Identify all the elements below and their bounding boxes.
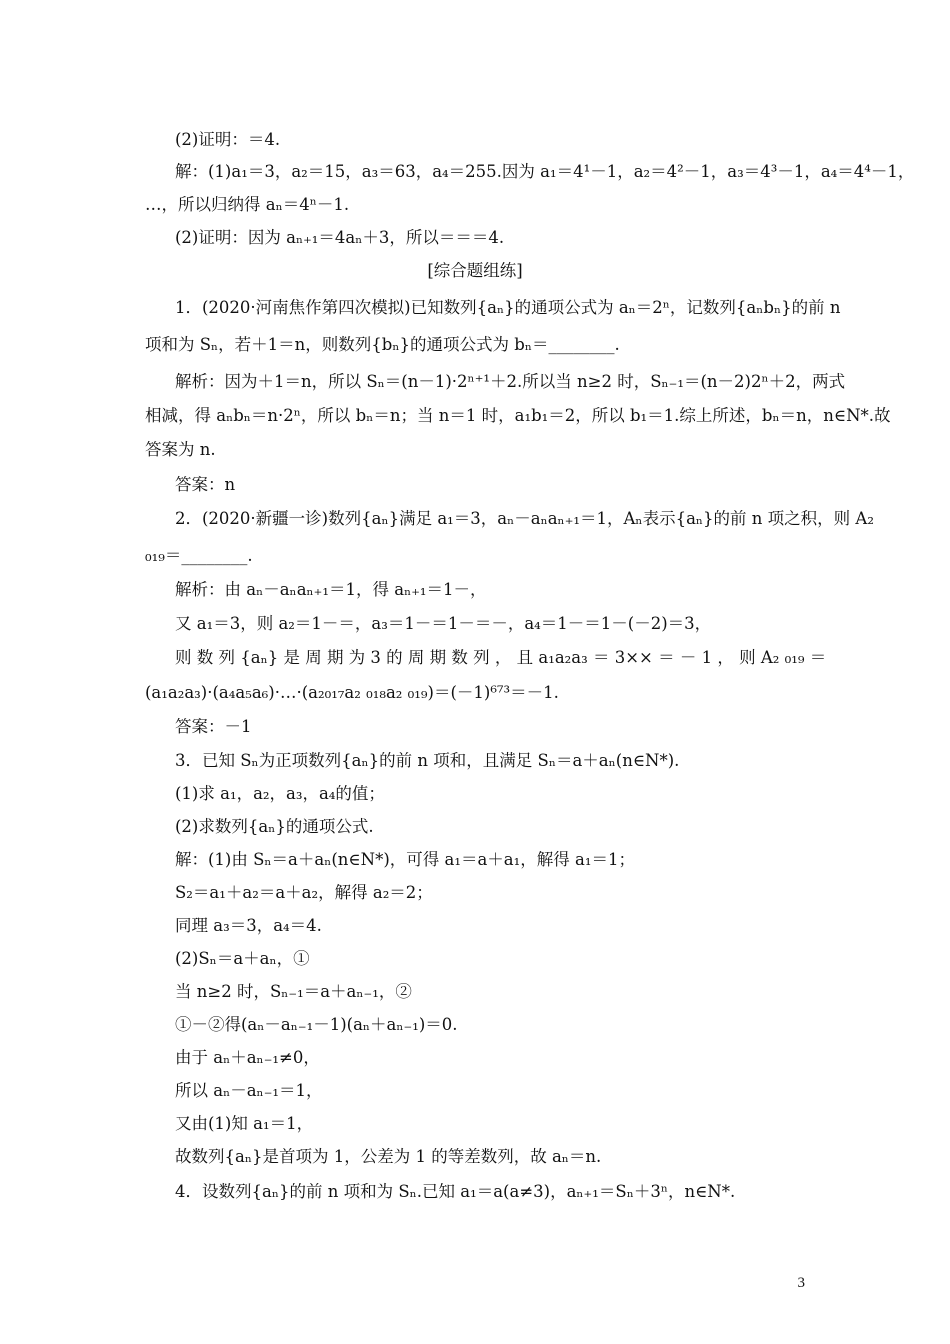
text-line: 解：(1)由 Sₙ＝a＋aₙ(n∈N*)，可得 a₁＝a＋a₁，解得 a₁＝1； <box>175 850 635 869</box>
text-line: 2．(2020·新疆一诊)数列{aₙ}满足 a₁＝3，aₙ－aₙaₙ₊₁＝1，Aₙ表示{aₙ}的前 n 项之积，则 A₂ <box>175 509 874 528</box>
text-line: 答案：n <box>175 475 236 494</box>
text-line: 同理 a₃＝3，a₄＝4. <box>175 916 322 935</box>
text-line: 1．(2020·河南焦作第四次模拟)已知数列{aₙ}的通项公式为 aₙ＝2ⁿ，记数列{aₙbₙ}的前 n <box>175 298 841 317</box>
text-line: 则 数 列 {aₙ} 是 周 期 为 3 的 周 期 数 列 ， 且 a₁a₂a₃ ＝ 3×× ＝ － 1 ， 则 A₂ ₀₁₉ ＝ <box>175 648 827 667</box>
text-line: 故数列{aₙ}是首项为 1，公差为 1 的等差数列，故 aₙ＝n. <box>175 1147 602 1166</box>
text-line: 4．设数列{aₙ}的前 n 项和为 Sₙ.已知 a₁＝a(a≠3)，aₙ₊₁＝Sₙ＋3ⁿ，n∈N*. <box>175 1182 736 1201</box>
text-line: (2)Sₙ＝a＋aₙ，① <box>175 949 310 968</box>
text-line: 由于 aₙ＋aₙ₋₁≠0， <box>175 1048 320 1067</box>
text-line: 又 a₁＝3，则 a₂＝1－＝，a₃＝1－＝1－＝－，a₄＝1－＝1－(－2)＝3， <box>175 614 712 633</box>
text-line: (2)证明：＝4. <box>175 130 281 149</box>
text-line: ₀₁₉＝________. <box>145 546 253 565</box>
text-line: (1)求 a₁，a₂，a₃，a₄的值； <box>175 784 385 803</box>
text-line: 又由(1)知 a₁＝1， <box>175 1114 314 1133</box>
text-line: ①－②得(aₙ－aₙ₋₁－1)(aₙ＋aₙ₋₁)＝0. <box>175 1015 458 1034</box>
text-line: 当 n≥2 时，Sₙ₋₁＝a＋aₙ₋₁，② <box>175 982 412 1001</box>
text-line: …，所以归纳得 aₙ＝4ⁿ－1. <box>145 195 350 214</box>
text-line: 解析：由 aₙ－aₙaₙ₊₁＝1，得 aₙ₊₁＝1－， <box>175 580 487 599</box>
text-line: 答案为 n. <box>145 440 216 459</box>
text-line: 相减，得 aₙbₙ＝n·2ⁿ，所以 bₙ＝n；当 n＝1 时，a₁b₁＝2，所以 b₁＝1.综上所述，bₙ＝n，n∈N*.故 <box>145 406 891 425</box>
section-heading: [综合题组练] <box>427 261 523 280</box>
text-line: (a₁a₂a₃)·(a₄a₅a₆)·…·(a₂₀₁₇a₂ ₀₁₈a₂ ₀₁₉)＝(－1)⁶⁷³＝－1. <box>145 683 559 702</box>
text-line: (2)证明：因为 aₙ₊₁＝4aₙ＋3，所以＝＝＝4. <box>175 228 505 247</box>
text-line: 解：(1)a₁＝3，a₂＝15，a₃＝63，a₄＝255.因为 a₁＝4¹－1，a₂＝4²－1，a₃＝4³－1，a₄＝4⁴－1， <box>175 162 915 181</box>
text-line: 答案：－1 <box>175 717 252 736</box>
page-number: 3 <box>797 1275 805 1291</box>
text-line: 3．已知 Sₙ为正项数列{aₙ}的前 n 项和，且满足 Sₙ＝a＋aₙ(n∈N*). <box>175 751 680 770</box>
text-line: 项和为 Sₙ，若＋1＝n，则数列{bₙ}的通项公式为 bₙ＝________. <box>145 335 620 354</box>
text-line: (2)求数列{aₙ}的通项公式. <box>175 817 374 836</box>
text-line: S₂＝a₁＋a₂＝a＋a₂，解得 a₂＝2； <box>175 883 433 902</box>
text-line: 所以 aₙ－aₙ₋₁＝1， <box>175 1081 323 1100</box>
text-line: 解析：因为＋1＝n，所以 Sₙ＝(n－1)·2ⁿ⁺¹＋2.所以当 n≥2 时，Sₙ₋₁＝(n－2)2ⁿ＋2，两式 <box>175 372 846 391</box>
